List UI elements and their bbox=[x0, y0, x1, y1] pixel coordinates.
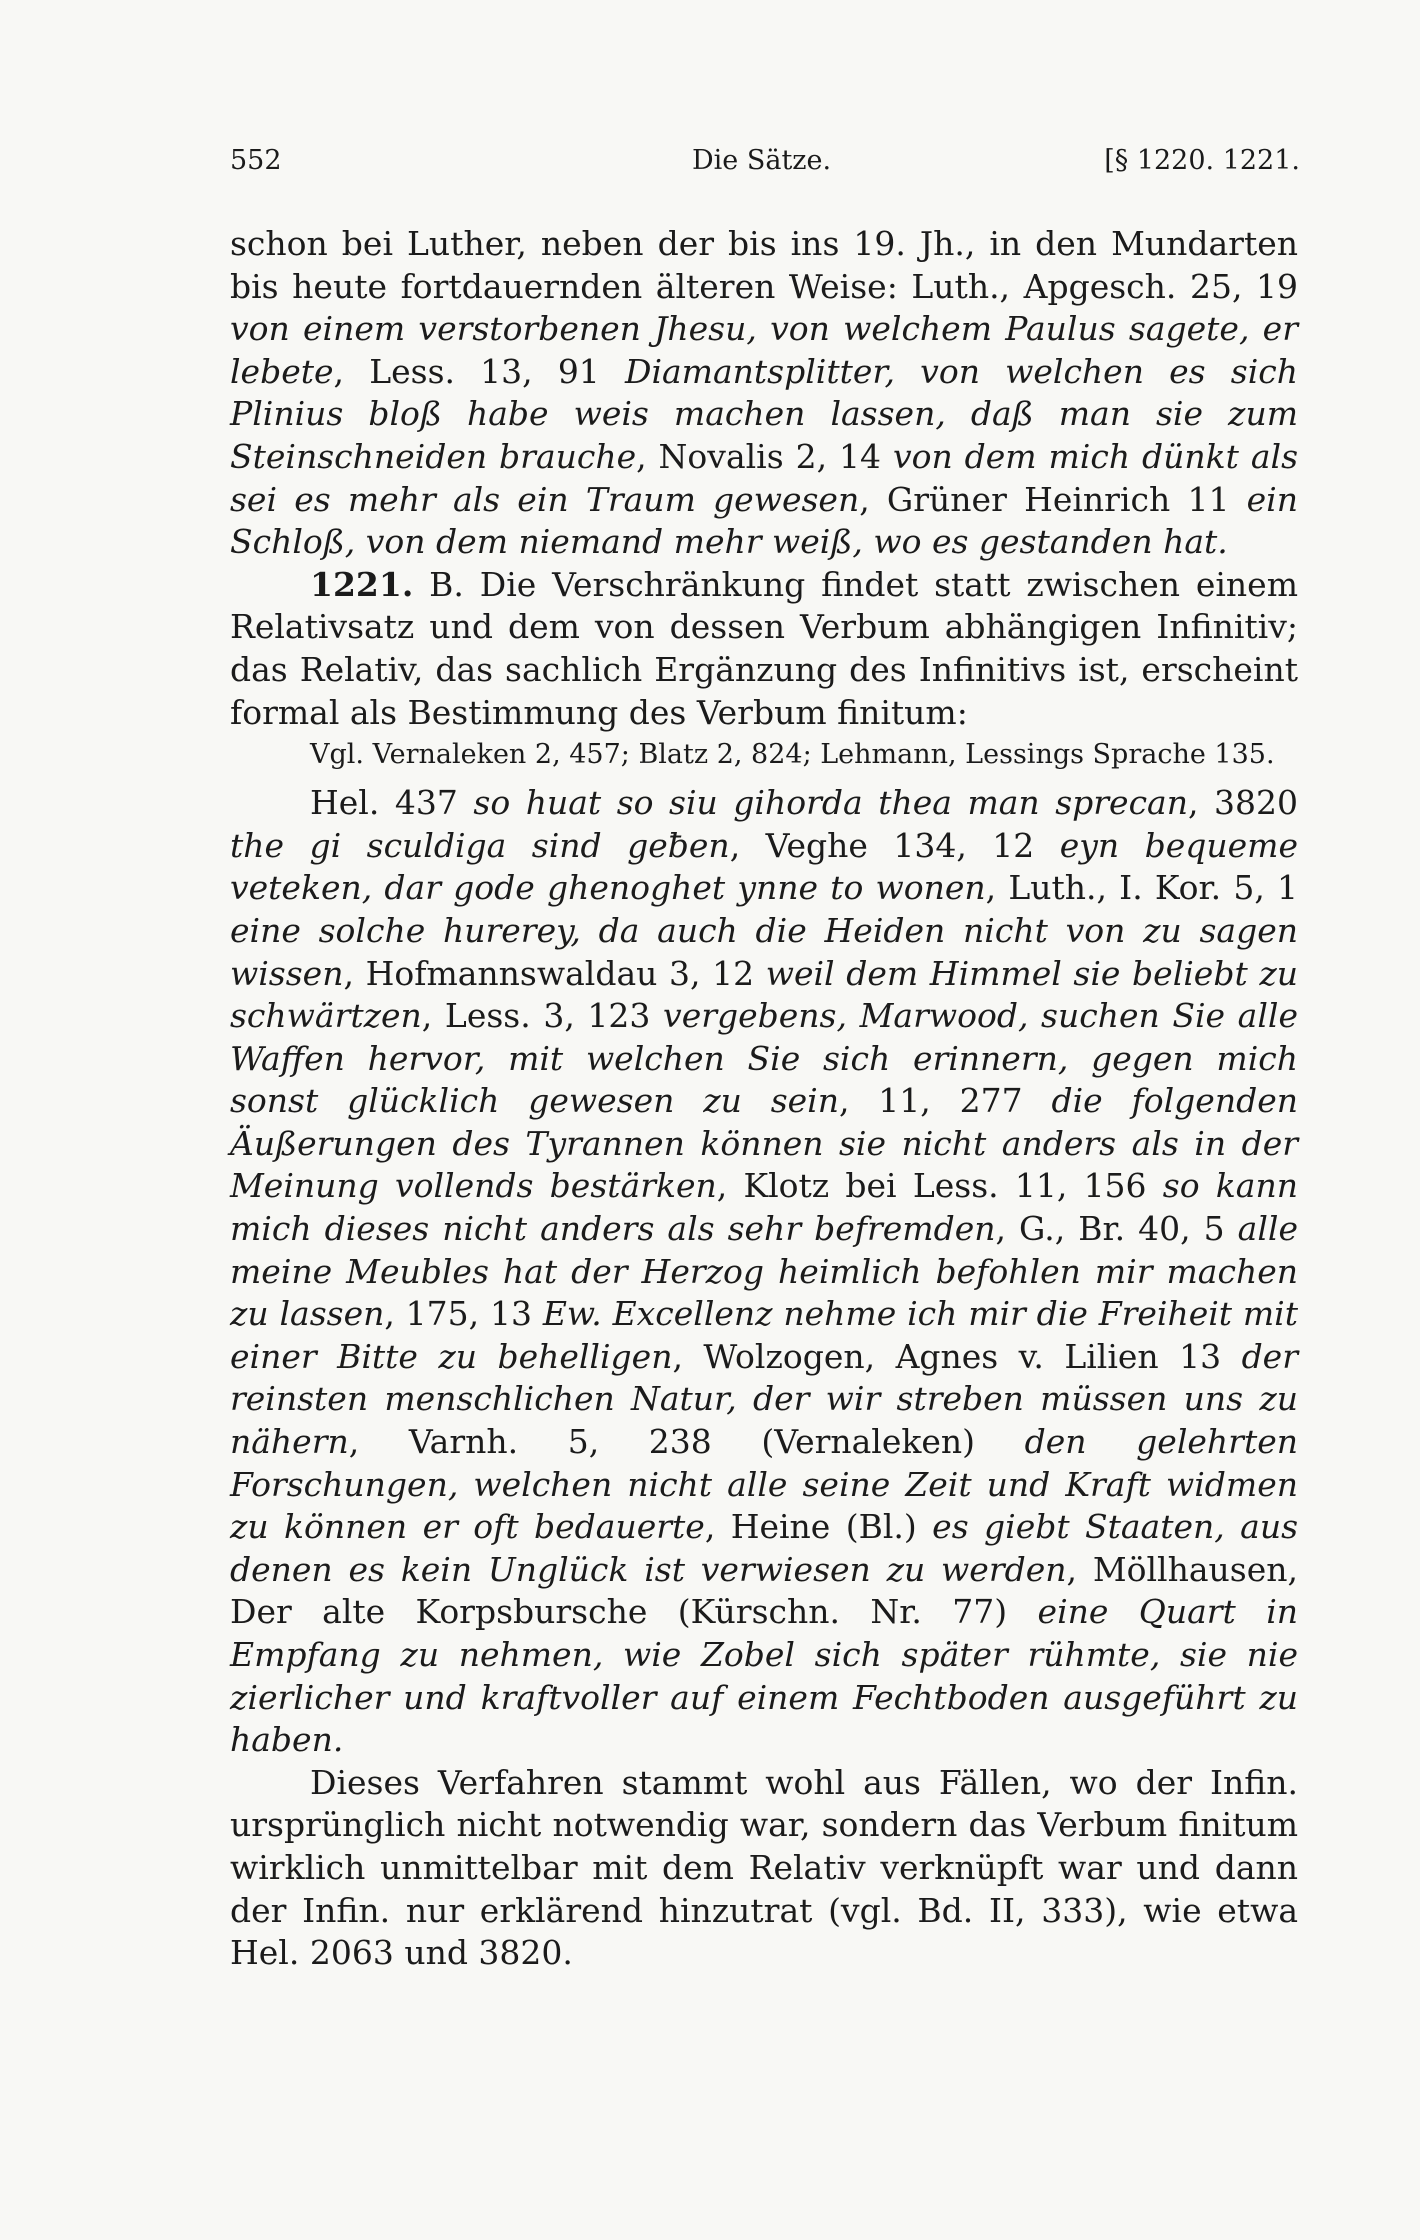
main-text bbox=[230, 223, 1298, 1975]
text-run: , G., Br. 40, 5 bbox=[995, 1209, 1238, 1249]
quote-example: so kann mich dieses nicht anders als sehr befremden bbox=[230, 1166, 1298, 1249]
text-run: , 175, 13 bbox=[384, 1294, 543, 1334]
section-range: [§ 1220. 1221. bbox=[1104, 145, 1300, 176]
quote-example: alle meine Meubles hat der Herzog heimlich befohlen mir machen zu lassen bbox=[230, 1209, 1298, 1334]
quote-example: die folgenden Äußerungen des Tyrannen können sie nicht anders als in der Meinung vollends bestärken bbox=[230, 1081, 1298, 1206]
text-run: schon bei Luther, neben der bis ins 19. Jh., in den Mundarten bis heute fortdauernden älteren Weise: Luth., Apgesch. 25, 19 bbox=[230, 224, 1298, 306]
quote-example: es giebt Staaten, aus denen es kein Unglück ist verwiesen zu werden bbox=[230, 1507, 1299, 1589]
quote-example: Diamantsplitter, von welchen es sich Plinius bloß habe weis machen lassen, daß man sie zum Steinschneiden brauche bbox=[230, 351, 1298, 476]
quote-example: weil dem Himmel sie beliebt zu schwärtzen bbox=[230, 953, 1298, 1036]
quote-example: eine solche hurerey, da auch die Heiden nicht von zu sagen wissen bbox=[230, 910, 1298, 993]
text-run: , Less. 13, 91 bbox=[333, 351, 625, 391]
text-run: , Luth., I. Kor. 5, 1 bbox=[985, 868, 1298, 908]
page-number: 552 bbox=[230, 145, 282, 176]
section-number: 1221. bbox=[310, 564, 414, 604]
quote-example: von dem mich dünkt als sei es mehr als ein Traum gewesen bbox=[230, 436, 1298, 519]
text-run: , Heine (Bl.) bbox=[704, 1507, 933, 1547]
quote-example: von einem verstorbenen Jhesu, von welchem Paulus sagete, er lebete bbox=[230, 309, 1298, 391]
quote-example: eine Quart in Empfang zu nehmen, wie Zobel sich später rühmte, sie nie zierlicher und kraftvoller auf einem Fechtboden ausgeführt zu haben. bbox=[230, 1592, 1299, 1760]
text-run: , Novalis 2, 14 bbox=[636, 436, 893, 476]
quote-example: so huat so siu gihorda thea man sprecan bbox=[473, 783, 1188, 823]
running-header bbox=[230, 145, 1300, 185]
paragraph-1221 bbox=[230, 564, 1298, 734]
running-title: Die Sätze. bbox=[692, 145, 832, 176]
text-run: , 11, 277 bbox=[838, 1081, 1052, 1121]
text-run: , Grüner Heinrich 11 bbox=[859, 479, 1247, 519]
quote-example: ein Schloß, von dem niemand mehr weiß, wo es gestanden hat. bbox=[230, 479, 1298, 562]
text-run: B. Die Verschränkung findet statt zwischen einem Relativsatz und dem von dessen Verbum abhängigen Infinitiv; das Relativ, das sachlich Ergänzung des Infinitivs ist, erscheint formal als Bestimmung des Verbum finitum: bbox=[230, 564, 1298, 732]
text-run: , Klotz bei Less. 11, 156 bbox=[716, 1166, 1163, 1206]
paragraph-examples bbox=[230, 782, 1298, 1762]
text-run: , Less. 3, 123 bbox=[421, 996, 664, 1036]
text-run: , Veghe 134, 12 bbox=[729, 825, 1060, 865]
quote-example: vergebens, Marwood, suchen Sie alle Waffen hervor, mit welchen Sie sich erinnern, gegen mich sonst glücklich gewesen zu sein bbox=[230, 996, 1298, 1121]
reference-note: Vgl. Vernaleken 2, 457; Blatz 2, 824; Lehmann, Lessings Sprache 135. bbox=[310, 739, 1275, 771]
quote-example: den gelehrten Forschungen, welchen nicht alle seine Zeit und Kraft widmen zu können er oft bedauerte bbox=[230, 1422, 1298, 1547]
paragraph-1 bbox=[230, 223, 1298, 564]
quote-example: der reinsten menschlichen Natur, der wir streben müssen uns zu nähern bbox=[230, 1336, 1298, 1462]
text-run: , Hofmannswaldau 3, 12 bbox=[343, 953, 766, 993]
paragraph-closing: Dieses Verfahren stammt wohl aus Fällen, wo der Infin. ursprünglich nicht notwendig war, sondern das Verbum finitum wirklich unmittelbar mit dem Relativ verknüpft war und dann der Infin. nur erklärend hinzutrat (vgl. Bd. II, 333), wie etwa Hel. 2063 und 3820. bbox=[230, 1762, 1298, 1973]
text-run: , Varnh. 5, 238 (Vernaleken) bbox=[348, 1422, 1025, 1462]
text-run: , 3820 bbox=[1187, 783, 1298, 823]
text-run: Hel. 437 bbox=[310, 783, 474, 823]
text-run: , Wolzogen, Agnes v. Lilien 13 bbox=[672, 1336, 1242, 1376]
text-run: , Möllhausen, Der alte Korpsbursche (Kürschn. Nr. 77) bbox=[230, 1549, 1298, 1632]
quote-example: the gi sculdiga sind geƀen bbox=[230, 825, 730, 865]
quote-example: eyn bequeme veteken, dar gode ghenoghet ynne to wonen bbox=[230, 825, 1298, 908]
quote-example: Ew. Excellenz nehme ich mir die Freiheit mit einer Bitte zu behelligen bbox=[230, 1294, 1298, 1376]
